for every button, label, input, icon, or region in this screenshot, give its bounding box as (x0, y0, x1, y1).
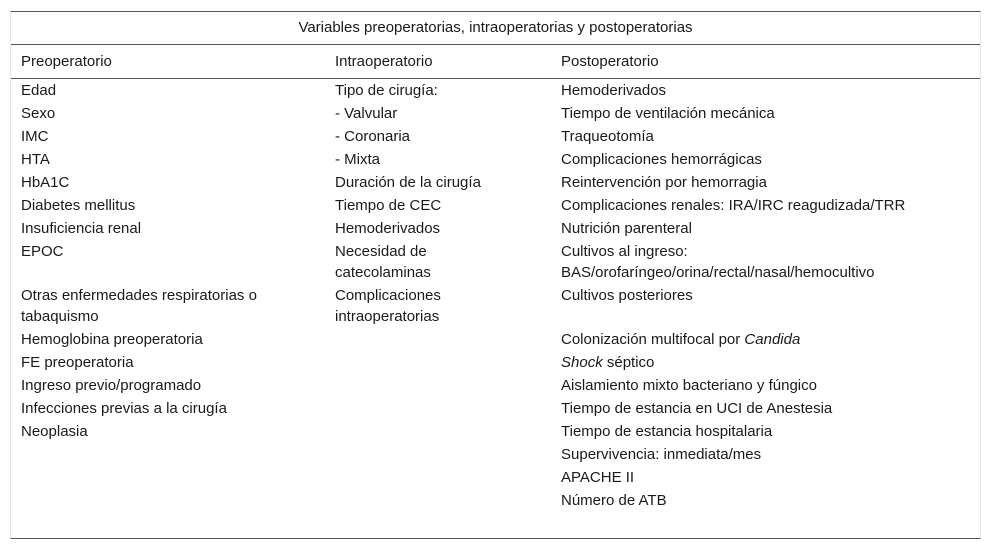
post-item: Complicaciones renales: IRA/IRC reagudizada/TRR (561, 197, 906, 214)
post-item-text: séptico (602, 354, 655, 371)
variables-table (10, 11, 981, 539)
post-item-cont: BAS/orofaríngeo/orina/rectal/nasal/hemocultivo (561, 264, 875, 281)
pre-item: Sexo (21, 105, 56, 122)
post-item: Aislamiento mixto bacteriano y fúngico (561, 377, 817, 394)
pre-item: Diabetes mellitus (21, 197, 136, 214)
header-preoperatorio: Preoperatorio (21, 53, 112, 70)
post-item: Tiempo de ventilación mecánica (561, 105, 775, 122)
post-item-italic: Shock (561, 354, 603, 371)
post-item: Hemoderivados (561, 82, 667, 99)
header-intraoperatorio: Intraoperatorio (335, 53, 433, 70)
header-postoperatorio: Postoperatorio (561, 53, 659, 70)
post-item: Complicaciones hemorrágicas (561, 151, 762, 168)
post-item: Número de ATB (561, 492, 667, 509)
post-item (561, 351, 654, 374)
pre-item: HTA (21, 151, 50, 168)
pre-item: Hemoglobina preoperatoria (21, 331, 203, 348)
intra-item-cont: intraoperatorias (335, 308, 440, 325)
post-item: APACHE II (561, 469, 635, 486)
intra-item: Tipo de cirugía: (335, 82, 438, 99)
post-item: Nutrición parenteral (561, 220, 692, 237)
pre-item: HbA1C (21, 174, 70, 191)
post-item: Supervivencia: inmediata/mes (561, 446, 762, 463)
pre-item: Edad (21, 82, 57, 99)
post-item: Tiempo de estancia en UCI de Anestesia (561, 400, 833, 417)
intra-item: - Valvular (335, 105, 398, 122)
post-item: Cultivos al ingreso: (561, 243, 688, 260)
pre-item: EPOC (21, 243, 64, 260)
intra-item: Complicaciones (335, 287, 441, 304)
post-item: Traqueotomía (561, 128, 654, 145)
intra-item: Duración de la cirugía (335, 174, 481, 191)
post-item-text: Colonización multifocal por (561, 331, 745, 348)
pre-item-cont: tabaquismo (21, 308, 99, 325)
intra-item: Hemoderivados (335, 220, 441, 237)
pre-item: Otras enfermedades respiratorias o (21, 287, 257, 304)
intra-item: Tiempo de CEC (335, 197, 442, 214)
table-caption: Variables preoperatorias, intraoperatorias y postoperatorias (11, 12, 980, 45)
pre-item: IMC (21, 128, 49, 145)
post-item-italic: Candida (744, 331, 801, 348)
pre-item: Insuficiencia renal (21, 220, 142, 237)
post-item: Reintervención por hemorragia (561, 174, 767, 191)
pre-item: Infecciones previas a la cirugía (21, 400, 227, 417)
post-item: Tiempo de estancia hospitalaria (561, 423, 773, 440)
post-item (561, 328, 800, 351)
table-header-row (11, 45, 980, 79)
intra-item: Necesidad de (335, 243, 427, 260)
intra-item: - Coronaria (335, 128, 411, 145)
intra-item: - Mixta (335, 151, 380, 168)
pre-item: Neoplasia (21, 423, 88, 440)
intra-item-cont: catecolaminas (335, 264, 431, 281)
pre-item: FE preoperatoria (21, 354, 134, 371)
pre-item: Ingreso previo/programado (21, 377, 202, 394)
post-item: Cultivos posteriores (561, 287, 693, 304)
